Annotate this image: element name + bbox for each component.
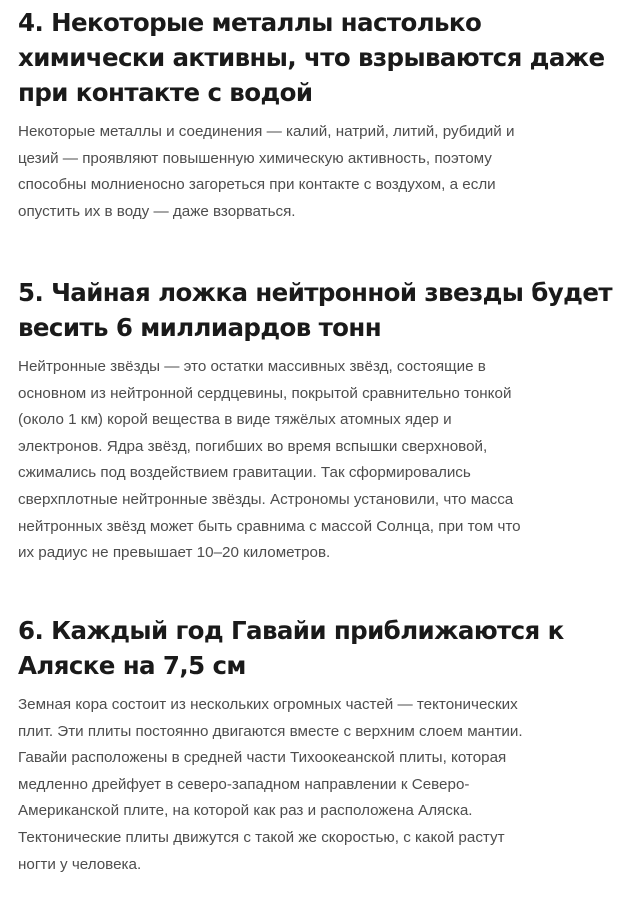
fact-6-text-line: Тектонические плиты движутся с такой же скоростью, с какой растут: [18, 828, 505, 846]
fact-5-text-line: электронов. Ядра звёзд, погибших во время вспышки сверхновой,: [18, 437, 488, 455]
fact-4-text-line: опустить их в воду — даже взорваться.: [18, 202, 296, 220]
fact-5-section: [18, 275, 628, 567]
fact-5-paragraph: [18, 354, 628, 567]
fact-5-text-line: (около 1 км) корой вещества в виде тяжёлых атомных ядер и: [18, 411, 452, 429]
fact-6-text-line: ногти у человека.: [18, 855, 142, 873]
fact-6-text-line: Земная кора состоит из нескольких огромных частей — тектонических: [18, 696, 518, 713]
fact-5-heading: [18, 275, 628, 345]
fact-6-text-line: Американской плите, на которой как раз и расположена Аляска.: [18, 802, 473, 820]
fact-6-heading-line: 6. Каждый год Гавайи приближаются к: [18, 616, 564, 645]
fact-4-heading: [18, 5, 628, 110]
fact-4-text-line: цезий — проявляют повышенную химическую активность, поэтому: [18, 149, 492, 167]
fact-4-heading-line: 4. Некоторые металлы настолько: [18, 8, 482, 37]
fact-4-text-line: Некоторые металлы и соединения — калий, натрий, литий, рубидий и: [18, 123, 515, 140]
fact-6-text-line: плит. Эти плиты постоянно двигаются вместе с верхним слоем мантии.: [18, 722, 523, 740]
fact-5-text-line: их радиус не превышает 10–20 километров.: [18, 544, 331, 562]
fact-6-text-line: Гавайи расположены в средней части Тихоокеанской плиты, которая: [18, 749, 507, 767]
fact-4-text-line: способны молниеносно загореться при контакте с воздухом, а если: [18, 176, 496, 194]
fact-5-text-line: сверхплотные нейтронные звёзды. Астрономы установили, что масса: [18, 490, 514, 508]
fact-4-paragraph: [18, 119, 628, 225]
fact-6-section: [18, 613, 628, 878]
fact-5-heading-line: 5. Чайная ложка нейтронной звезды будет: [18, 278, 612, 307]
fact-4-section: [18, 5, 628, 225]
fact-4-heading-line: при контакте с водой: [18, 78, 313, 107]
fact-5-text-line: основном из нейтронной сердцевины, покрытой сравнительно тонкой: [18, 384, 512, 402]
fact-5-text-line: Нейтронные звёзды — это остатки массивных звёзд, состоящие в: [18, 358, 486, 375]
fact-6-heading: [18, 613, 628, 683]
fact-6-text-line: медленно дрейфует в северо-западном направлении к Северо-: [18, 775, 470, 793]
fact-5-text-line: нейтронных звёзд может быть сравнима с массой Солнца, при том что: [18, 517, 521, 535]
fact-4-heading-line: химически активны, что взрываются даже: [18, 43, 605, 72]
fact-6-heading-line: Аляске на 7,5 см: [18, 651, 246, 680]
fact-5-text-line: сжимались под воздействием гравитации. Так сформировались: [18, 464, 471, 482]
fact-5-heading-line: весить 6 миллиардов тонн: [18, 313, 382, 342]
fact-6-paragraph: [18, 692, 628, 878]
